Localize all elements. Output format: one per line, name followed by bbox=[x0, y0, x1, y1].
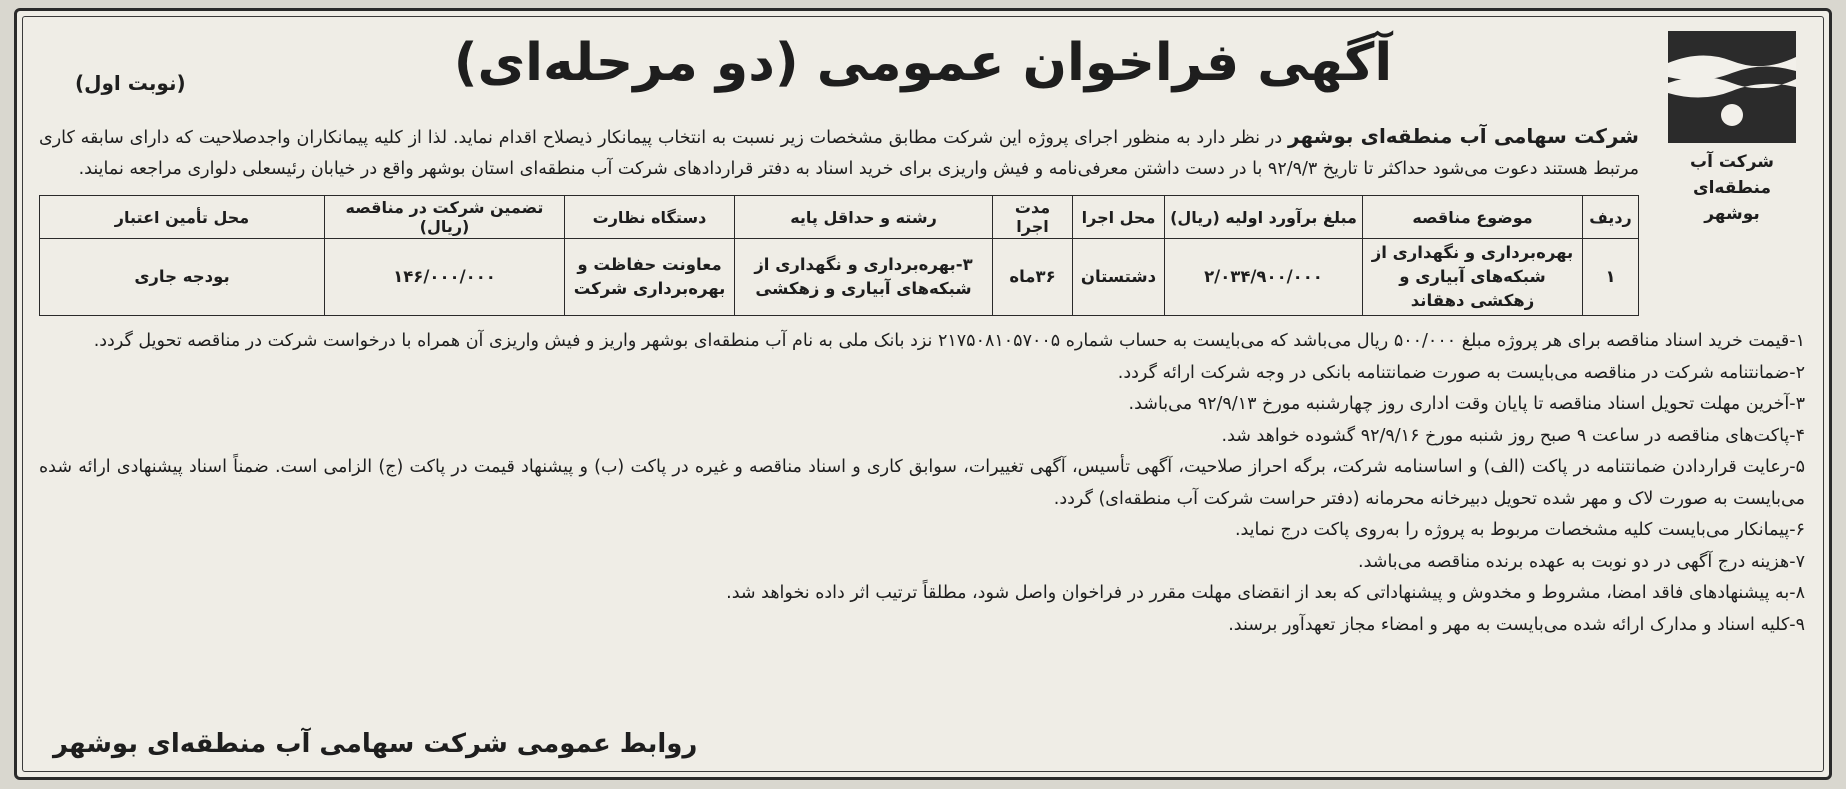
intro-paragraph bbox=[39, 121, 1639, 185]
cell-subject: بهره‌برداری و نگهداری از شبکه‌های آبیاری و زهکشی دهقاند bbox=[1363, 239, 1583, 316]
condition-item: ۵-رعایت قراردادن ضمانتنامه در پاکت (الف) و اساسنامه شرکت، برگه احراز صلاحیت، آگهی تأسیس، آگهی تغییرات، سوابق کاری و اسناد مناقصه و غیره در پاکت (ب) و پیشنهاد قیمت در پاکت (ج) الزامی است. ضمناً اسناد پیشنهادی ارائه شده می‌بایست به صورت لاک و مهر شده تحویل دبیرخانه محرمانه (دفتر حراست شرکت آب منطقه‌ای) گردد. bbox=[39, 457, 1805, 509]
cell-location: دشتستان bbox=[1073, 239, 1165, 316]
header-supervisor: دستگاه نظارت bbox=[565, 196, 735, 239]
cell-duration: ۳۶ماه bbox=[993, 239, 1073, 316]
header-index: ردیف bbox=[1583, 196, 1639, 239]
header-subject: موضوع مناقصه bbox=[1363, 196, 1583, 239]
notice-inner-frame bbox=[22, 16, 1824, 772]
cell-index: ۱ bbox=[1583, 239, 1639, 316]
header-funding: محل تأمین اعتبار bbox=[40, 196, 325, 239]
tender-table-header-row bbox=[40, 196, 1639, 239]
intro-text: در نظر دارد به منظور اجرای پروژه این شرکت مطابق مشخصات زیر نسبت به انتخاب پیمانکار ذیصلاح اقدام نماید. لذا از کلیه پیمانکاران واجدصلاحیت که دارای سابقه کاری مرتبط هستند دعوت می‌شود حداکثر تا تاریخ ۹۲/۹/۳ با در دست داشتن معرفی‌نامه و فیش واریزی برای خرید اسناد به دفتر قراردادهای شرکت آب منطقه‌ای استان بوشهر واقع در خیابان رئیسعلی دلواری مراجعه نمایند. bbox=[39, 128, 1639, 179]
tender-table bbox=[39, 195, 1639, 316]
footer-signature: روابط عمومی شرکت سهامی آب منطقه‌ای بوشهر bbox=[53, 729, 698, 759]
logo-text bbox=[1657, 149, 1807, 227]
cell-estimate: ۲/۰۳۴/۹۰۰/۰۰۰ bbox=[1165, 239, 1363, 316]
header-location: محل اجرا bbox=[1073, 196, 1165, 239]
header-estimate: مبلغ برآورد اولیه (ریال) bbox=[1165, 196, 1363, 239]
intro-company-name: شرکت سهامی آب منطقه‌ای بوشهر bbox=[1288, 124, 1639, 148]
logo-text-line1: شرکت آب منطقه‌ای bbox=[1689, 152, 1774, 198]
cell-funding: بودجه جاری bbox=[40, 239, 325, 316]
condition-item: ۶-پیمانکار می‌بایست کلیه مشخصات مربوط به پروژه را به‌روی پاکت درج نماید. bbox=[1234, 520, 1805, 540]
condition-item: ۲-ضمانتنامه شرکت در مناقصه می‌بایست به صورت ضمانتنامه بانکی در وجه شرکت ارائه گردد. bbox=[1117, 362, 1805, 383]
header-duration: مدت اجرا bbox=[993, 196, 1073, 239]
table-row bbox=[40, 239, 1639, 316]
condition-item: ۱-قیمت خرید اسناد مناقصه برای هر پروژه مبلغ ۵۰۰/۰۰۰ ریال می‌باشد که می‌بایست به حساب شماره ۲۱۷۵۰۸۱۰۵۷۰۰۵ نزد بانک ملی به نام آب منطقه‌ای بوشهر واریز و فیش واریزی آن همراه با درخواست شرکت در مناقصه تحویل گردد. bbox=[93, 331, 1805, 351]
condition-item: ۴-پاکت‌های مناقصه در ساعت ۹ صبح روز شنبه مورخ ۹۲/۹/۱۶ گشوده خواهد شد. bbox=[1221, 425, 1805, 446]
cell-guarantee: ۱۴۶/۰۰۰/۰۰۰ bbox=[325, 239, 565, 316]
notice-outer-frame bbox=[14, 8, 1832, 780]
header-guarantee: تضمین شرکت در مناقصه (ریال) bbox=[325, 196, 565, 239]
notice-title: آگهی فراخوان عمومی (دو مرحله‌ای) bbox=[453, 33, 1393, 93]
condition-item: ۳-آخرین مهلت تحویل اسناد مناقصه تا پایان وقت اداری روز چهارشنبه مورخ ۹۲/۹/۱۳ می‌باشد. bbox=[1128, 394, 1805, 414]
cell-field: ۳-بهره‌برداری و نگهداری از شبکه‌های آبیاری و زهکشی bbox=[735, 239, 993, 316]
logo-text-line2: بوشهر bbox=[1704, 204, 1760, 224]
round-badge: (نوبت اول) bbox=[75, 71, 186, 95]
condition-item: ۷-هزینه درج آگهی در دو نوبت به عهده برنده مناقصه می‌باشد. bbox=[1358, 551, 1805, 572]
header-field: رشته و حداقل پایه bbox=[735, 196, 993, 239]
condition-item: ۸-به پیشنهادهای فاقد امضا، مشروط و مخدوش و پیشنهاداتی که بعد از انقضای مهلت مقرر در فراخوان واصل شود، مطلقاً ترتیب اثر داده نخواهد شد. bbox=[726, 583, 1805, 603]
conditions-list bbox=[39, 326, 1807, 641]
cell-supervisor: معاونت حفاظت و بهره‌برداری شرکت bbox=[565, 239, 735, 316]
condition-item: ۹-کلیه اسناد و مدارک ارائه شده می‌بایست به مهر و امضاء مجاز تعهدآور برسند. bbox=[1228, 614, 1805, 635]
